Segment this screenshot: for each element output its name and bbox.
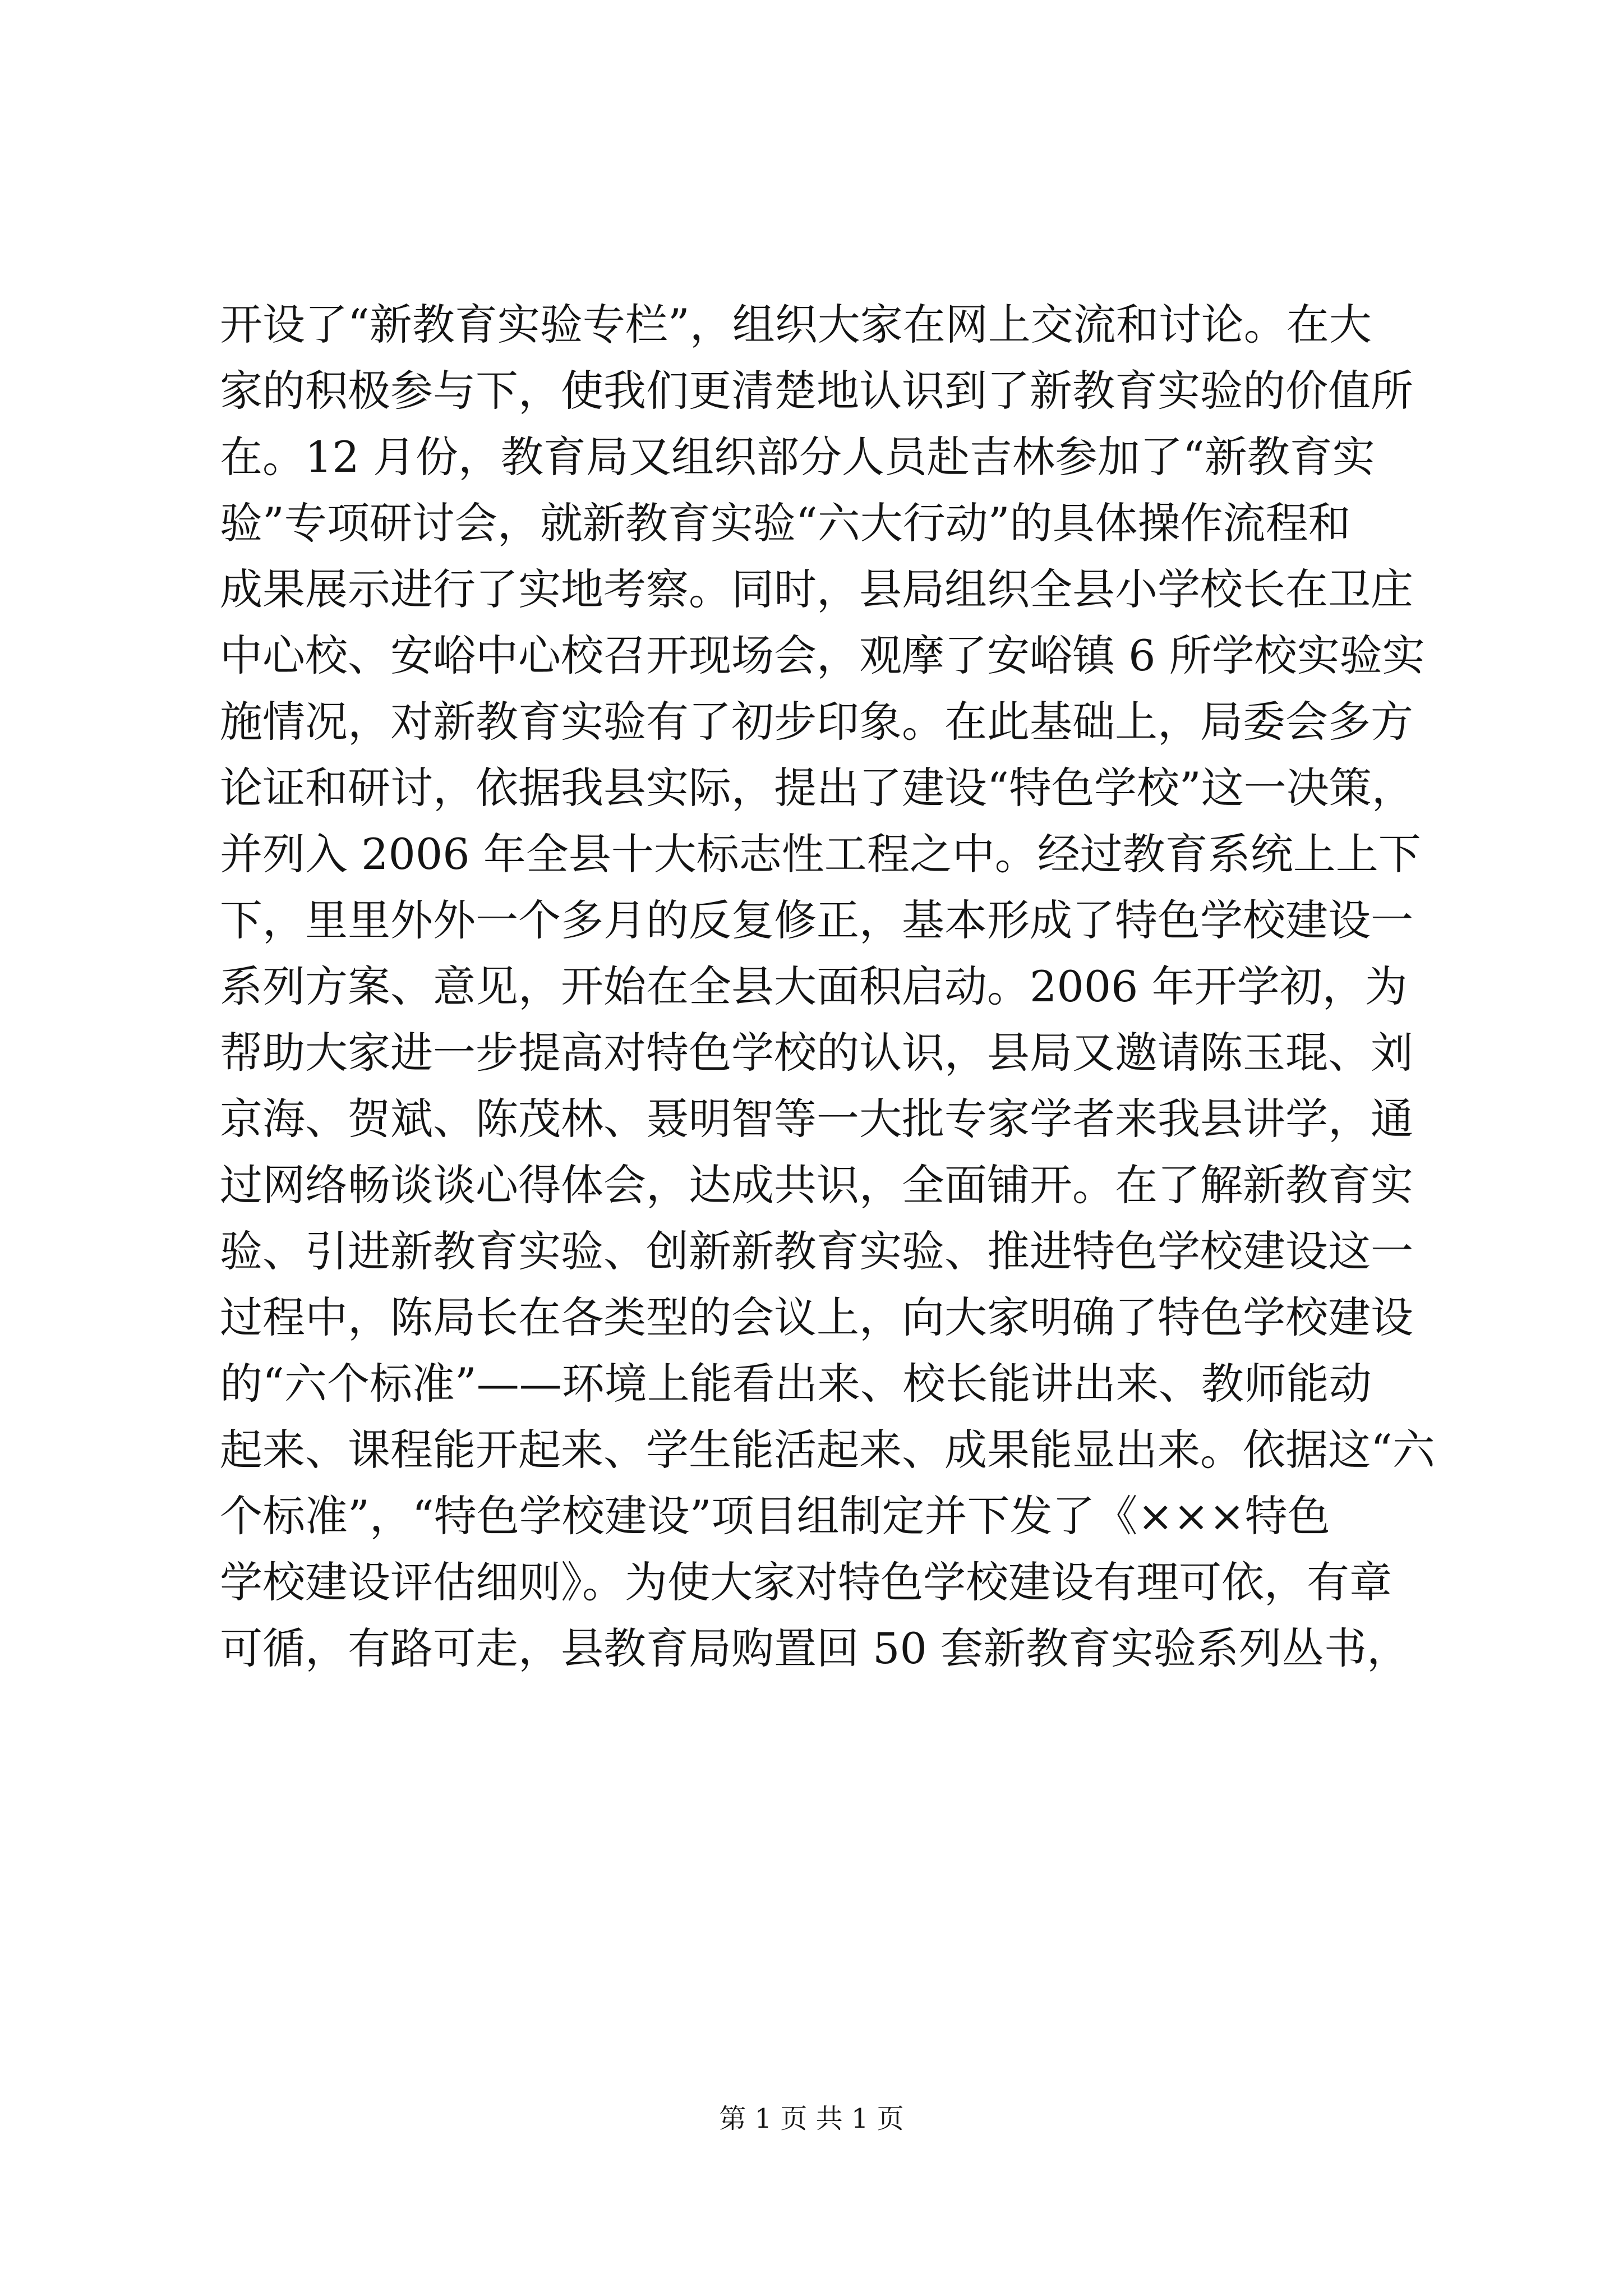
- text-line: 过网络畅谈谈心得体会，达成共识，全面铺开。在了解新教育实: [220, 1160, 1413, 1210]
- text-line: 下，里里外外一个多月的反复修正，基本形成了特色学校建设一: [220, 895, 1413, 945]
- text-line: 京海、贺斌、陈茂林、聂明智等一大批专家学者来我县讲学，通: [220, 1094, 1413, 1144]
- text-line: 系列方案、意见，开始在全县大面积启动。2006 年开学初，为: [220, 961, 1408, 1011]
- page-number-footer: 第 1 页 共 1 页: [719, 2103, 904, 2134]
- text-line: 验”专项研讨会，就新教育实验“六大行动”的具体操作流程和: [220, 498, 1351, 548]
- text-line: 施情况，对新教育实验有了初步印象。在此基础上，局委会多方: [220, 697, 1413, 747]
- text-line: 并列入 2006 年全县十大标志性工程之中。经过教育系统上上下: [220, 829, 1421, 879]
- text-line: 论证和研讨，依据我县实际，提出了建设“特色学校”这一决策，: [220, 763, 1414, 813]
- text-line: 在。12 月份，教育局又组织部分人员赴吉林参加了“新教育实: [220, 432, 1375, 482]
- text-line: 成果展示进行了实地考察。同时，县局组织全县小学校长在卫庄: [220, 564, 1413, 614]
- text-line: 可循，有路可走，县教育局购置回 50 套新教育实验系列丛书，: [220, 1623, 1410, 1673]
- text-line: 家的积极参与下，使我们更清楚地认识到了新教育实验的价值所: [220, 366, 1413, 416]
- text-line: 学校建设评估细则》。为使大家对特色学校建设有理可依，有章: [220, 1557, 1392, 1607]
- text-line: 的“六个标准”——环境上能看出来、校长能讲出来、教师能动: [220, 1359, 1372, 1409]
- text-line: 中心校、安峪中心校召开现场会，观摩了安峪镇 6 所学校实验实: [220, 631, 1425, 680]
- text-line: 验、引进新教育实验、创新新教育实验、推进特色学校建设这一: [220, 1226, 1413, 1276]
- text-line: 起来、课程能开起来、学生能活起来、成果能显出来。依据这“六: [220, 1425, 1435, 1475]
- text-line: 过程中，陈局长在各类型的会议上，向大家明确了特色学校建设: [220, 1292, 1413, 1342]
- text-line: 帮助大家进一步提高对特色学校的认识，县局又邀请陈玉琨、刘: [220, 1028, 1413, 1078]
- text-line: 开设了“新教育实验专栏”，组织大家在网上交流和讨论。在大: [220, 300, 1372, 349]
- text-line: 个标准”，“特色学校建设”项目组制定并下发了《×××特色: [220, 1491, 1330, 1541]
